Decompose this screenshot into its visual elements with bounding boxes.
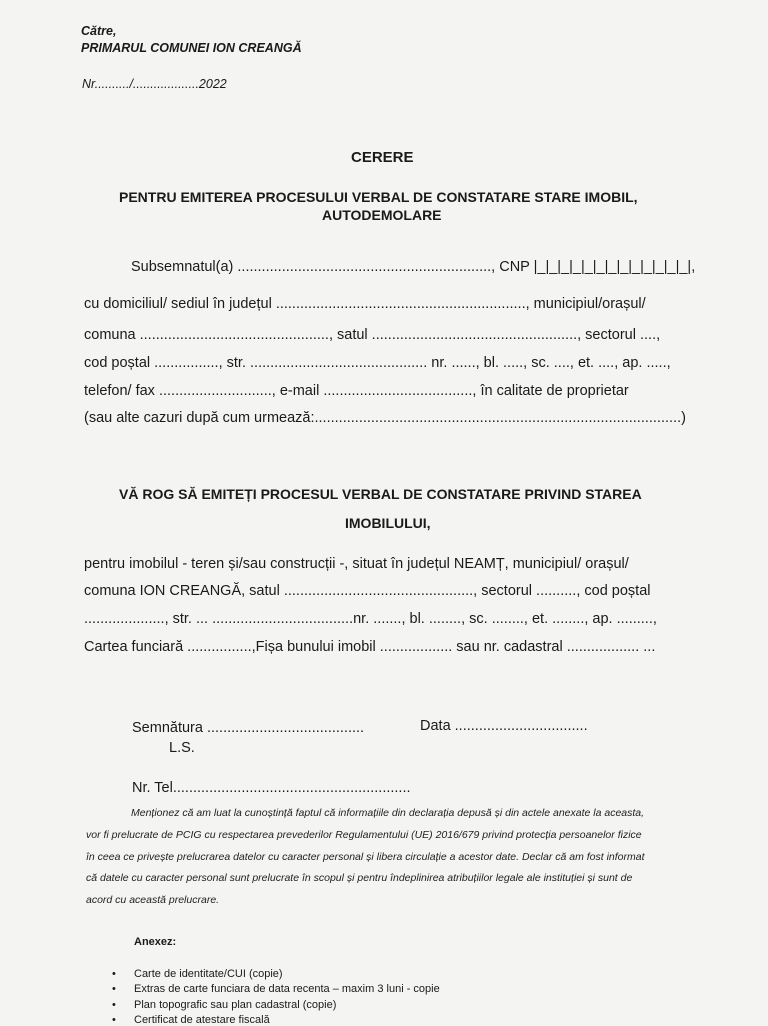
notice-line-2: vor fi prelucrate de PCIG cu respectarea prevederilor Regulamentului (UE) 2016/679 privind protecția persoanelor fizice bbox=[86, 829, 642, 841]
property-location-line-2: comuna ION CREANGĂ, satul ..............................................., sectorul .........., cod poștal bbox=[84, 583, 651, 599]
registration-number: Nr........../...................2022 bbox=[82, 77, 227, 91]
applicant-address-line-3: cod poștal ................, str. ............................................ nr. ......, bl. ....., sc. ...., et. ...., ap. ....., bbox=[84, 355, 671, 371]
notice-line-3: în ceea ce privește prelucrarea datelor cu caracter personal și libera circulație a acestor date. Declar că am fost informat bbox=[86, 851, 645, 863]
annex-item: Certificat de atestare fiscală bbox=[134, 1014, 270, 1026]
annex-item: Plan topografic sau plan cadastral (copie) bbox=[134, 999, 337, 1011]
applicant-address-line-2: comuna ..............................................., satul ..................................................., sectorul ...., bbox=[84, 327, 661, 343]
phone-field: Nr. Tel........................................................... bbox=[132, 780, 411, 796]
property-location-line-1: pentru imobilul - teren și/sau construcții -, situat în județul NEAMȚ, municipiul/ orașul/ bbox=[84, 556, 629, 572]
notice-line-1: Menționez că am luat la cunoștință faptul că informațiile din declarația depusă și din actele anexate la aceasta, bbox=[131, 807, 645, 819]
annex-item: Carte de identitate/CUI (copie) bbox=[134, 968, 283, 980]
document-title: CERERE bbox=[351, 149, 414, 166]
bullet-icon: • bbox=[112, 968, 116, 980]
request-heading-line-2: IMOBILULUI, bbox=[345, 515, 431, 531]
addressee-line-1: Către, bbox=[81, 24, 117, 38]
applicant-contact-line: telefon/ fax ............................, e-mail ....................................., în calitate de proprietar bbox=[84, 383, 629, 399]
annex-item: Extras de carte funciara de data recenta – maxim 3 luni - copie bbox=[134, 983, 440, 995]
request-heading-line-1: VĂ ROG SĂ EMITEȚI PROCESUL VERBAL DE CONSTATARE PRIVIND STAREA bbox=[119, 486, 642, 502]
signature-field: Semnătura ....................................... bbox=[132, 720, 365, 736]
addressee-line-2: PRIMARUL COMUNEI ION CREANGĂ bbox=[81, 41, 302, 55]
seal-label: L.S. bbox=[169, 740, 195, 756]
notice-line-4: că datele cu caracter personal sunt prelucrate în scopul și pentru îndeplinirea atribuțiilor legale ale instituției și sunt de bbox=[86, 872, 633, 884]
property-location-line-3: ...................., str. ... ...................................nr. ......., bl. ........, sc. ........, et. ........, ap. ........., bbox=[84, 611, 657, 627]
bullet-icon: • bbox=[112, 999, 116, 1011]
property-cadastral-line: Cartea funciară ................,Fișa bunului imobil .................. sau nr. cadastral .................. ... bbox=[84, 639, 656, 655]
date-field: Data ................................. bbox=[420, 718, 588, 734]
applicant-other-cases-line: (sau alte cazuri după cum urmează:...........................................................................................) bbox=[84, 410, 686, 426]
applicant-address-line-1: cu domiciliul/ sediul în județul .............................................................., municipiul/orașul/ bbox=[84, 296, 646, 312]
bullet-icon: • bbox=[112, 1014, 116, 1026]
applicant-name-field: Subsemnatul(a) ..............................................................., CNP |_|_|_|_|_|_|_|_|_|_|_|_|_|, bbox=[131, 259, 696, 275]
notice-line-5: acord cu această prelucrare. bbox=[86, 894, 220, 906]
document-subtitle-line-2: AUTODEMOLARE bbox=[322, 207, 442, 223]
bullet-icon: • bbox=[112, 983, 116, 995]
document-subtitle-line-1: PENTRU EMITEREA PROCESULUI VERBAL DE CONSTATARE STARE IMOBIL, bbox=[119, 189, 638, 205]
annex-heading: Anexez: bbox=[134, 936, 177, 948]
